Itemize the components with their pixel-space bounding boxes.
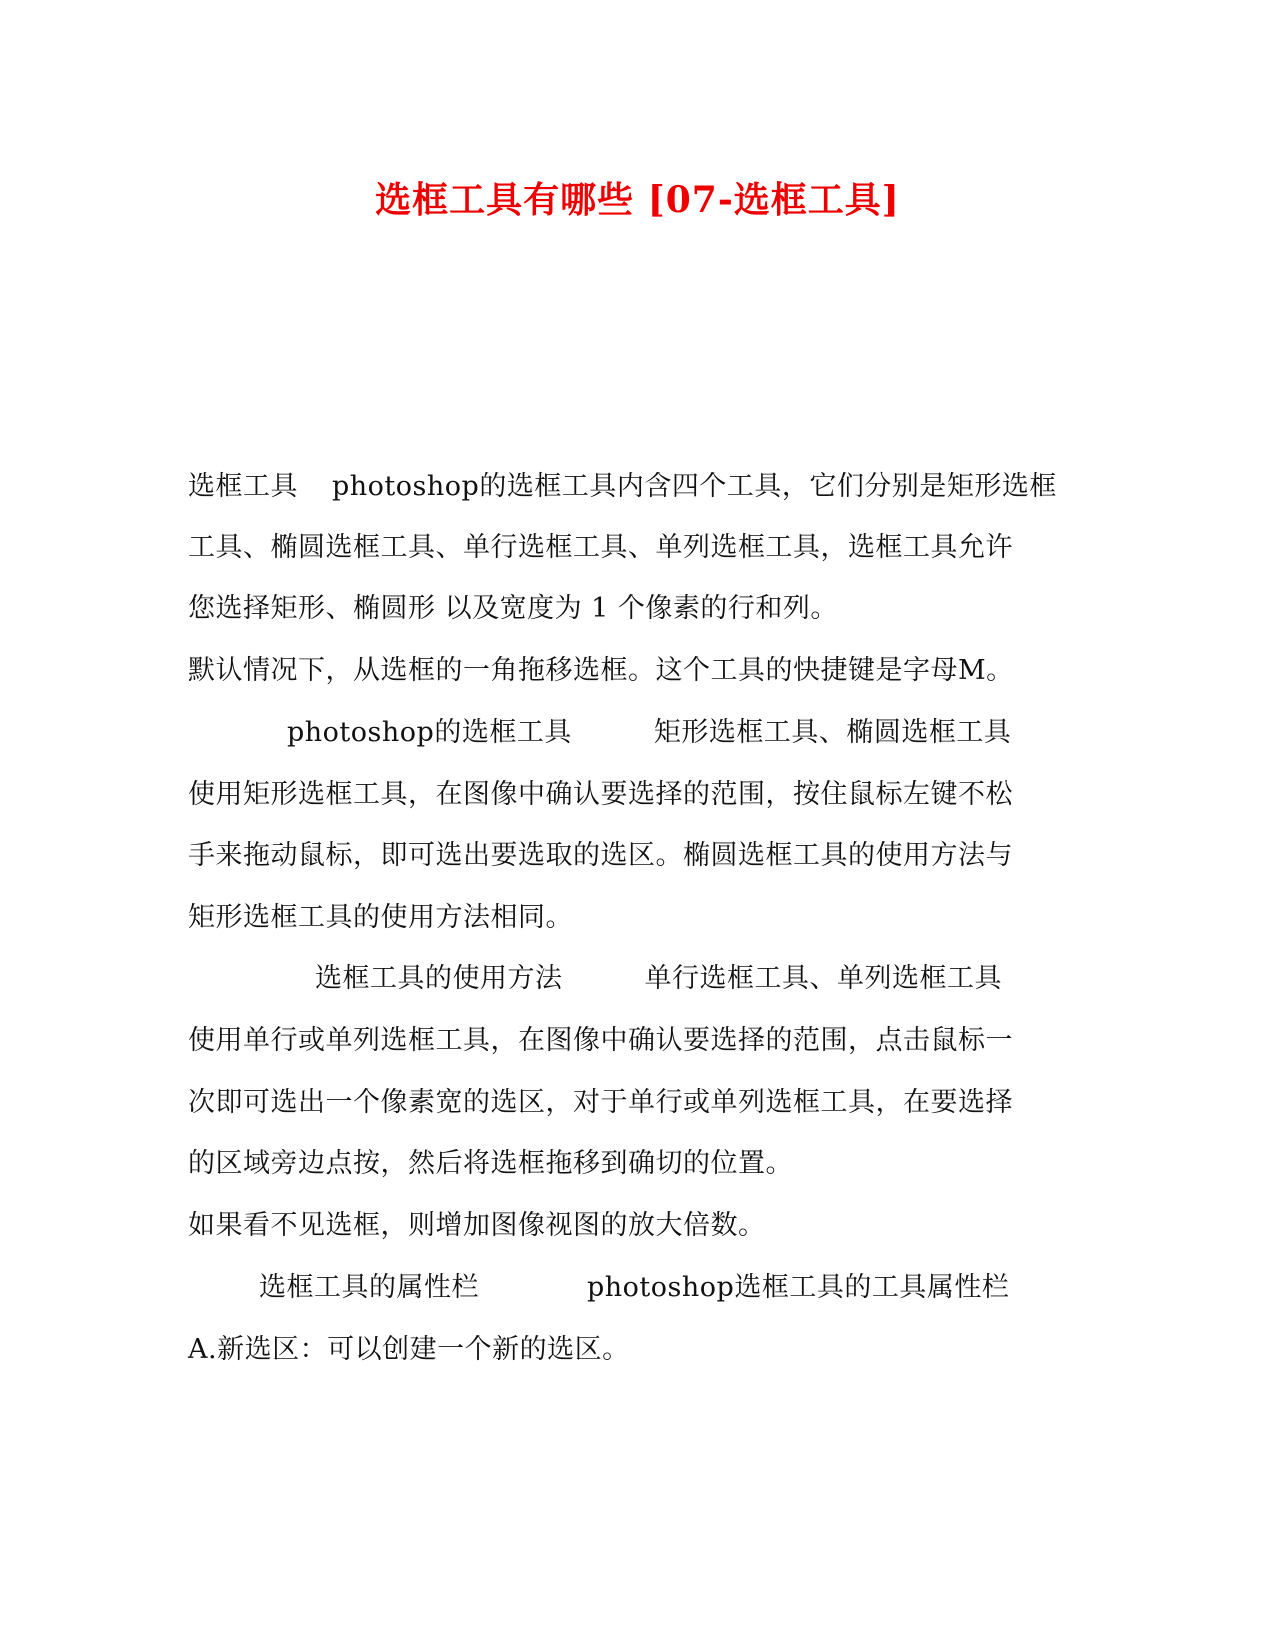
section-subheading: 单行选框工具、单列选框工具 bbox=[644, 963, 1002, 994]
paragraph-line bbox=[188, 1333, 630, 1367]
paragraph-line bbox=[188, 470, 1057, 504]
paragraph-line bbox=[188, 778, 1013, 812]
line-text: 使用矩形选框工具，在图像中确认要选择的范围，按住鼠标左键不松 bbox=[188, 779, 1013, 810]
line-text: 手来拖动鼠标，即可选出要选取的选区。椭圆选框工具的使用方法与 bbox=[188, 840, 1013, 871]
line-text: 使用单行或单列选框工具，在图像中确认要选择的范围，点击鼠标一 bbox=[188, 1025, 1013, 1056]
line-text: 的区域旁边点按，然后将选框拖移到确切的位置。 bbox=[188, 1148, 793, 1179]
section-heading: photoshop的选框工具 bbox=[287, 717, 572, 748]
paragraph-line bbox=[188, 1209, 766, 1243]
paragraph-line bbox=[188, 592, 838, 626]
line-text: 矩形选框工具的使用方法相同。 bbox=[188, 902, 573, 933]
section-heading-line bbox=[287, 716, 1011, 750]
section-heading: 选框工具的属性栏 bbox=[259, 1272, 479, 1303]
line-text: 次即可选出一个像素宽的选区，对于单行或单列选框工具，在要选择 bbox=[188, 1087, 1013, 1118]
paragraph-line bbox=[188, 901, 573, 935]
paragraph-line bbox=[188, 654, 1014, 688]
section-label: 选框工具 bbox=[188, 471, 298, 502]
document-title: 选框工具有哪些 [07-选框工具] bbox=[375, 179, 900, 221]
line-text: 如果看不见选框，则增加图像视图的放大倍数。 bbox=[188, 1210, 766, 1241]
paragraph-line bbox=[188, 1147, 793, 1181]
section-heading-line bbox=[259, 1271, 1009, 1305]
paragraph-line bbox=[188, 1024, 1013, 1058]
line-text: 默认情况下，从选框的一角拖移选框。这个工具的快捷键是字母M。 bbox=[188, 655, 1014, 686]
section-subheading: photoshop选框工具的工具属性栏 bbox=[587, 1272, 1010, 1303]
line-text: photoshop的选框工具内含四个工具，它们分别是矩形选框 bbox=[332, 471, 1057, 502]
section-subheading: 矩形选框工具、椭圆选框工具 bbox=[653, 717, 1012, 748]
paragraph-line bbox=[188, 1086, 1013, 1120]
section-heading: 选框工具的使用方法 bbox=[315, 963, 563, 994]
line-text: A.新选区：可以创建一个新的选区。 bbox=[188, 1334, 630, 1365]
line-text: 工具、椭圆选框工具、单行选框工具、单列选框工具，选框工具允许 bbox=[188, 532, 1013, 563]
paragraph-line bbox=[188, 531, 1013, 565]
section-heading-line bbox=[315, 962, 1002, 996]
line-text: 您选择矩形、椭圆形 以及宽度为 1 个像素的行和列。 bbox=[188, 593, 838, 624]
paragraph-line bbox=[188, 839, 1013, 873]
